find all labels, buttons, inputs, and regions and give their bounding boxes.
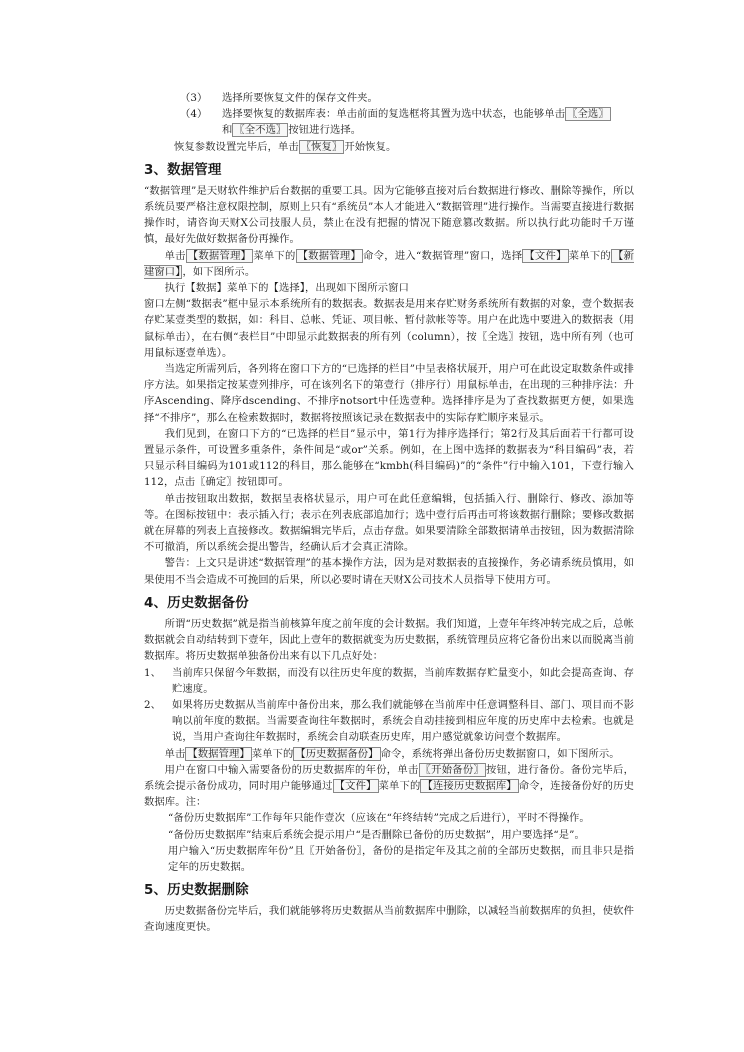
sec3-paragraph-2 bbox=[144, 248, 634, 280]
document-body bbox=[144, 90, 634, 936]
note-bullet-icon bbox=[146, 810, 168, 826]
list-number: 1、 bbox=[144, 666, 162, 679]
restore-step-3 bbox=[144, 90, 634, 106]
section-3-title: 3、数据管理 bbox=[144, 161, 222, 178]
step-text bbox=[222, 106, 634, 138]
menu-ref: 【文件】 bbox=[524, 249, 567, 262]
section-5-title: 5、历史数据删除 bbox=[144, 882, 249, 899]
select-all-button-ref: 〖全选〗 bbox=[567, 108, 609, 121]
text-part: 菜单下的 bbox=[253, 249, 296, 262]
note-item bbox=[144, 827, 634, 843]
note-item bbox=[144, 843, 634, 875]
restore-step-4 bbox=[144, 106, 634, 138]
text-part: 菜单下的 bbox=[251, 747, 294, 760]
menu-ref: 【数据管理】 bbox=[187, 249, 252, 262]
menu-ref: 【文件】 bbox=[334, 779, 377, 792]
sec4-paragraph-2 bbox=[144, 746, 634, 762]
note-bullet-icon bbox=[146, 843, 168, 875]
sec3-paragraph-4: 窗口左侧“数据表”框中显示本系统所有的数据表。数据表是用来存贮财务系统所有数据的对象，壹个数据表存贮某壹类型的数据，如：科目、总帐、凭证、项目帐、暂付款帐等等。用户在此选中要进入的数据表（用鼠标单击），在右侧“表栏目”中即显示此数据表的所有列（column），按〖全选〗按钮，选中所有列（也可用鼠标逐壹单选）。 bbox=[144, 298, 634, 359]
sec3-paragraph-1: “数据管理”是天财软件维护后台数据的重要工具。因为它能够直接对后台数据进行修改、删除等操作，所以系统员要严格注意权限控制，原则上只有“系统员”本人才能进入“数据管理”进行操作。当需要直接进行数据操作时，请咨询天财X公司技服人员，禁止在没有把握的情况下随意篡改数据。所以执行此功能时千万谨慎，最好先做好数据备份再操作。 bbox=[144, 184, 634, 246]
text-part: 按钮，进行备份。备份完毕后，系统会提示备份成功，同时用户能够通过 bbox=[144, 763, 634, 792]
note-text: “备份历史数据库”结束后系统会提示用户“是否删除已备份的历史数据”，用户要选择“是”。 bbox=[168, 828, 585, 841]
text-part: 单击 bbox=[164, 747, 186, 760]
sec3-paragraph-5: 当选定所需列后，各列将在窗口下方的“已选择的栏目”中呈表格状展开，用户可在此设定取数条件或排序方法。如果指定按某壹列排序，可在该列名下的第壹行（排序行）用鼠标单击，在出现的三种排序法：升序Ascending、降序dscending、不排序notsort中任选壹种。选择排序是为了查找数据更方便，如果选择“不排序”，那么在检索数据时，数据将按照该记录在数据表中的实际存贮顺序来显示。 bbox=[144, 363, 634, 424]
text-part: 命令，进入“数据管理”窗口，选择 bbox=[363, 249, 523, 262]
list-item bbox=[144, 665, 634, 697]
text-part: 单击 bbox=[164, 249, 186, 262]
text-part: 开始恢复。 bbox=[344, 140, 397, 153]
text-part: 用户在窗口中输入需要备份的历史数据库的年份，单击 bbox=[164, 763, 419, 776]
sec3-warning: 警告：上文只是讲述“数据管理”的基本操作方法，因为是对数据表的直接操作，务必请系统员慎用，如果使用不当会造成不可挽回的后果，所以必要时请在天财X公司技术人员指导下使用方可。 bbox=[144, 557, 634, 586]
note-item bbox=[144, 810, 634, 826]
note-text: “备份历史数据库”工作每年只能作壹次（应该在“年终结转”完成之后进行），平时不得操作。 bbox=[168, 812, 590, 825]
start-backup-button-ref: 〖开始备份〗 bbox=[420, 763, 485, 776]
sec4-paragraph-1: 所谓“历史数据”就是指当前核算年度之前年度的会计数据。我们知道，上壹年年终冲转完成之后，总帐数据就会自动结转到下壹年，因此上壹年的数据就变为历史数据，系统管理员应将它备份出来以而脱离当前数据库。将历史数据单独备份出来有以下几点好处： bbox=[144, 617, 634, 663]
step-text: 选择所要恢复文件的保存文件夹。 bbox=[222, 92, 378, 104]
sec3-paragraph-3: 执行【数据】菜单下的【选择】，出现如下图所示窗口 bbox=[164, 282, 409, 295]
step-text-part: 按钮进行选择。 bbox=[288, 124, 362, 137]
section-4-title: 4、历史数据备份 bbox=[144, 594, 249, 611]
list-item bbox=[144, 697, 634, 746]
sec3-paragraph-6: 我们见到，在窗口下方的“已选择的栏目”显示中，第1行为排序选择行；第2行及其后面若干行都可设置显示条件，可设置多重条件，条件间是“或or”关系。例如，在上图中选择的数据表为“科目编码”表，若只显示科目编码为101或112的科目，那么能够在“kmbh(科目编码)”的“条件”行中输入101，下壹行输入112，点击〖确定〗按钮即可。 bbox=[144, 427, 634, 489]
text-part: 命令，系统将弹出备份历史数据窗口，如下图所示。 bbox=[380, 747, 620, 760]
list-text: 如果将历史数据从当前库中备份出来，那么我们就能够在当前库中任意调整科目、部门、项目而不影响以前年度的数据。当需要查询往年数据时，系统会自动挂接到相应年度的历史库中去检索。也就是说，当用户查询往年数据时，系统会自动联查历史库，用户感觉就象访问壹个数据库。 bbox=[172, 698, 634, 744]
menu-ref: 【数据管理】 bbox=[187, 747, 250, 760]
step-number: （4） bbox=[180, 108, 208, 121]
sec5-paragraph-1: 历史数据备份完毕后，我们就能够将历史数据从当前数据库中删除，以减轻当前数据库的负担，使软件查询速度更快。 bbox=[144, 905, 634, 934]
note-text: 用户输入“历史数据库年份”且〖开始备份〗，备份的是指定年及其之前的全部历史数据，而且非只是指定年的历史数据。 bbox=[168, 844, 634, 873]
text-part: 菜单下的 bbox=[568, 249, 611, 262]
restore-done-line bbox=[144, 139, 634, 155]
text-part: 恢复参数设置完毕后，单击 bbox=[174, 140, 299, 153]
menu-ref: 【连接历史数据库】 bbox=[422, 779, 517, 792]
restore-button-ref: 〖恢复〗 bbox=[300, 140, 343, 153]
sec3-paragraph-7: 单击按钮取出数据，数据呈表格状显示，用户可在此任意编辑，包括插入行、删除行、修改、添加等等。在图标按钮中：表示插入行；表示在列表底部追加行；选中壹行后再击可将该数据行删除；要修改数据就在屏幕的列表上直接修改。数据编辑完毕后，点击存盘。如果要清除全部数据请单击按钮，因为数据清除不可撤消，所以系统会提出警告，经确认后才会真正清除。 bbox=[144, 492, 634, 554]
list-text: 当前库只保留今年数据，而没有以往历史年度的数据，当前库数据存贮量变小，如此会提高查询、存贮速度。 bbox=[172, 666, 634, 695]
step-text-part: 选择要恢复的数据库表：单击前面的复选框将其置为选中状态，也能够单击 bbox=[222, 108, 566, 121]
note-bullet-icon bbox=[146, 827, 168, 843]
step-text-part: 和 bbox=[222, 124, 233, 137]
select-none-button-ref: 〖全不选〗 bbox=[234, 124, 287, 137]
text-part: ，如下图所示。 bbox=[182, 265, 256, 278]
text-part: 菜单下的 bbox=[378, 779, 421, 792]
menu-ref: 【新建窗口】 bbox=[144, 249, 634, 278]
menu-ref: 【数据管理】 bbox=[297, 249, 362, 262]
step-number: （3） bbox=[180, 92, 208, 104]
menu-ref: 【历史数据备份】 bbox=[295, 747, 379, 760]
list-number: 2、 bbox=[144, 698, 162, 711]
sec4-paragraph-3 bbox=[144, 762, 634, 811]
text-part: 命令，连接备份好的历史数据库。注： bbox=[144, 779, 634, 809]
